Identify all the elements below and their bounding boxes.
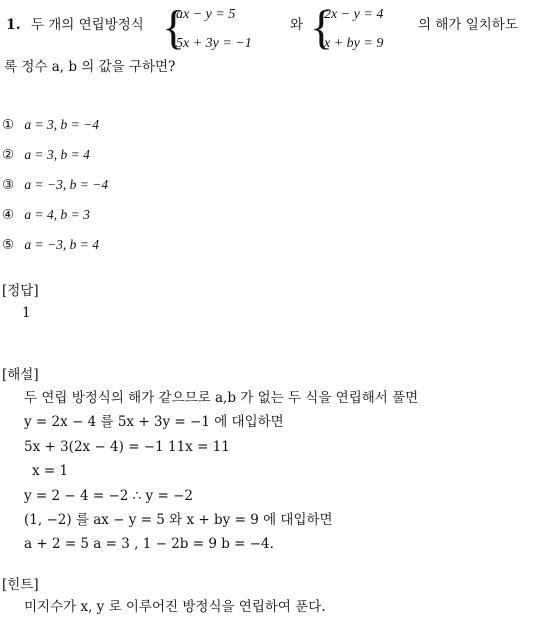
explanation-line-3: 5x + 3(2x − 4) = −1 11x = 11 <box>24 439 230 455</box>
system2-eq1: 2x − y = 4 <box>324 7 384 22</box>
explanation-line-5: y = 2 − 4 = −2 ∴ y = −2 <box>24 488 193 504</box>
question-tail: 의 해가 일치하도 <box>418 17 518 33</box>
question-line1 <box>6 16 144 34</box>
option-3 <box>2 176 108 194</box>
explanation-line-2: y = 2x − 4 를 5x + 3y = −1 에 대입하면 <box>24 414 284 430</box>
option-text: a = 3, b = 4 <box>24 147 90 162</box>
question-number: 1. <box>6 17 21 33</box>
option-marker: ① <box>2 117 15 133</box>
option-4 <box>2 206 90 224</box>
option-marker: ③ <box>2 177 15 193</box>
option-text: a = −3, b = −4 <box>24 177 109 192</box>
system1-eq2: 5x + 3y = −1 <box>176 36 252 51</box>
hint-text: 미지수가 x, y 로 이루어진 방정식을 연립하여 푼다. <box>24 599 326 615</box>
option-2 <box>2 146 90 164</box>
question-connector: 와 <box>290 17 304 33</box>
option-marker: ④ <box>2 207 15 223</box>
question-lead: 두 개의 연립방정식 <box>30 17 144 33</box>
option-marker: ⑤ <box>2 237 15 253</box>
system2-eq2: x + by = 9 <box>324 36 384 51</box>
system2-brace: { <box>310 1 334 54</box>
option-text: a = 3, b = −4 <box>24 117 99 132</box>
explanation-line-7: a + 2 = 5 a = 3 , 1 − 2b = 9 b = −4. <box>24 536 274 552</box>
option-text: a = 4, b = 3 <box>24 207 90 222</box>
explanation-label: [해설] <box>2 367 39 383</box>
system1-brace: { <box>162 1 186 54</box>
option-text: a = −3, b = 4 <box>24 237 99 252</box>
option-marker: ② <box>2 147 15 163</box>
explanation-line-4: x = 1 <box>32 463 69 479</box>
question-line2: 록 정수 a, b 의 값을 구하면? <box>4 59 176 75</box>
system1-eq1: ax − y = 5 <box>176 7 236 22</box>
option-5 <box>2 236 99 254</box>
hint-label: [힌트] <box>2 577 39 593</box>
answer-value: 1 <box>22 305 31 321</box>
option-1 <box>2 116 99 134</box>
explanation-line-1: 두 연립 방정식의 해가 같으므로 a,b 가 없는 두 식을 연립해서 풀면 <box>24 390 419 406</box>
explanation-line-6: (1, −2) 를 ax − y = 5 와 x + by = 9 에 대입하면 <box>24 512 333 528</box>
answer-label: [정답] <box>2 283 39 299</box>
